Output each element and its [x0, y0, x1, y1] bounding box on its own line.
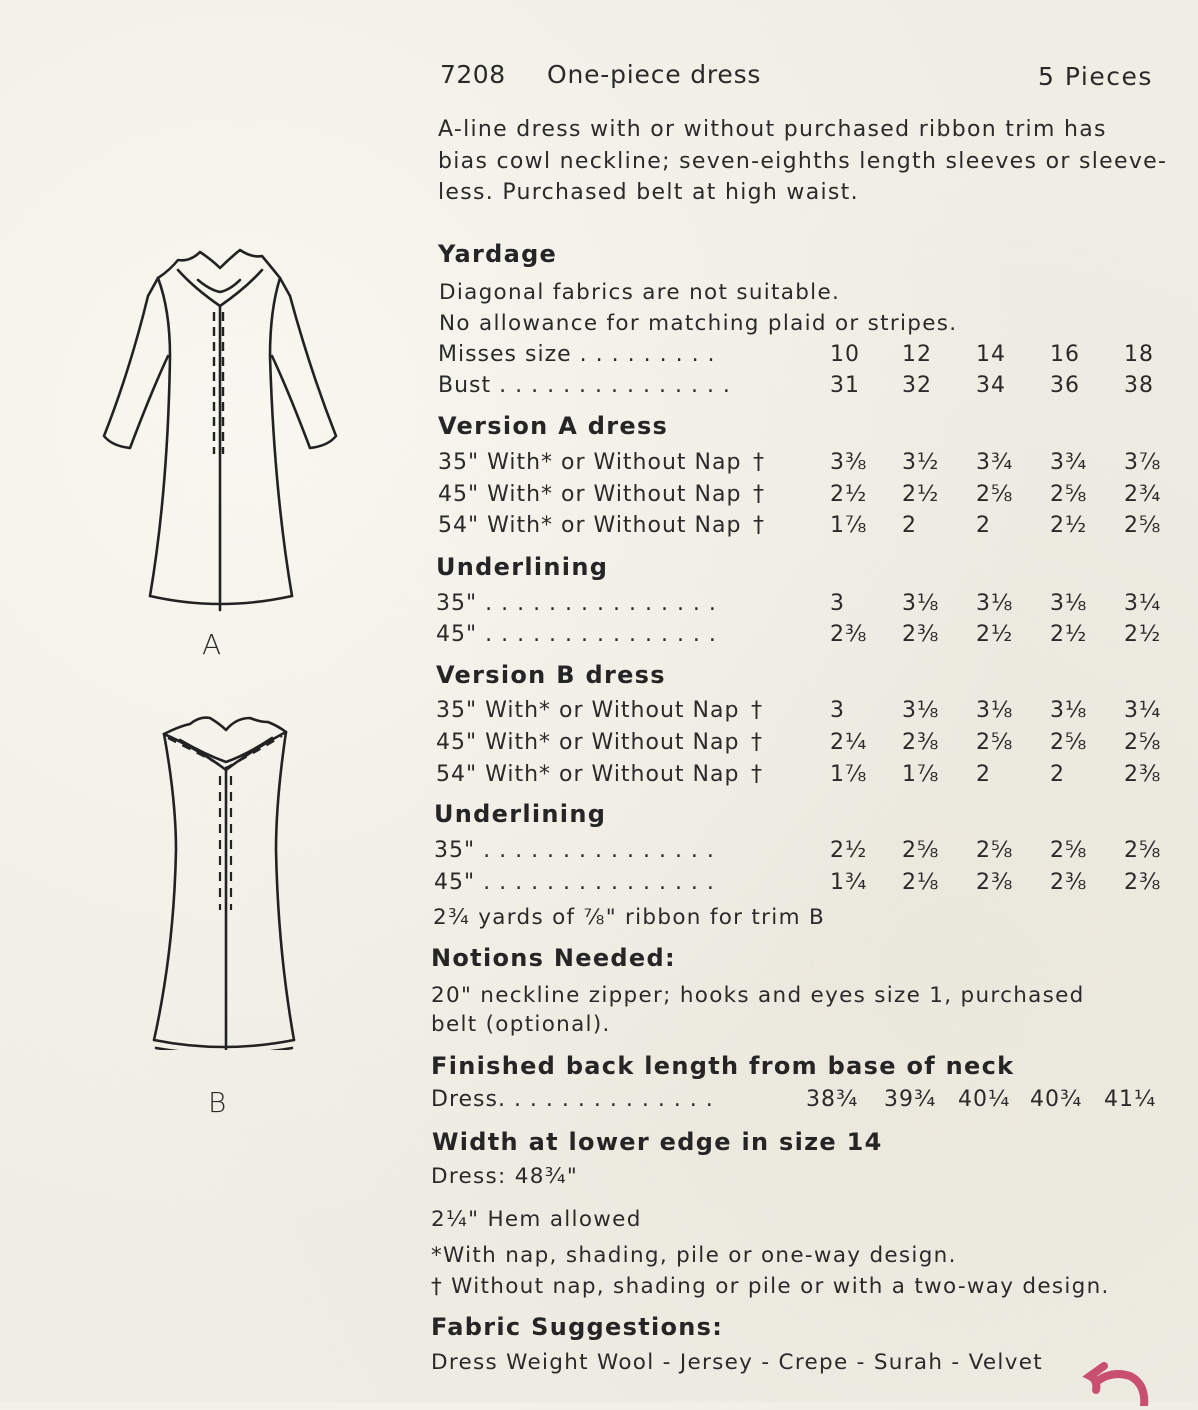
row-value: 1⅞: [830, 762, 868, 787]
row-value: 2½: [976, 622, 1014, 647]
row-value: 3¼: [1124, 591, 1162, 616]
row-value: 14: [976, 342, 1006, 367]
row-value: 12: [902, 342, 932, 367]
row-value: 3⅛: [1050, 698, 1088, 723]
row-value: 2⅝: [1124, 730, 1162, 755]
section-heading: Version A dress: [438, 412, 669, 440]
yardage-heading: Yardage: [438, 240, 558, 268]
row-value: 2⅝: [1124, 838, 1162, 863]
row-value: 39¾: [884, 1087, 937, 1112]
row-value: 2¾: [1124, 482, 1162, 507]
row-value: 3¾: [1050, 450, 1088, 475]
row-label: 45" With* or Without Nap: [438, 482, 742, 507]
hem-allowance: 2¼" Hem allowed: [431, 1207, 642, 1232]
row-value: 1⅞: [830, 513, 868, 538]
row-value: 1⅞: [902, 762, 940, 787]
pattern-name: One-piece dress: [547, 60, 762, 89]
dagger-mark: †: [753, 450, 765, 475]
illustration-b: [140, 710, 310, 1050]
row-value: 2½: [830, 482, 868, 507]
dagger-mark: †: [753, 513, 765, 538]
row-value: 2⅛: [902, 870, 940, 895]
row-value: 2⅜: [1124, 870, 1162, 895]
row-value: 3⅛: [902, 591, 940, 616]
table-row: [438, 513, 1178, 545]
row-value: 31: [830, 373, 860, 398]
row-value: 40¼: [958, 1087, 1011, 1112]
row-value: 2⅝: [976, 838, 1014, 863]
row-value: 2⅜: [830, 622, 868, 647]
fabric-list: Dress Weight Wool - Jersey - Crepe - Surah - Velvet: [431, 1350, 1043, 1375]
row-value: 2⅝: [1050, 482, 1088, 507]
table-row: [436, 762, 1176, 794]
row-value: 3⅜: [830, 450, 868, 475]
footnote-star: *With nap, shading, pile or one-way design.: [431, 1243, 957, 1268]
row-label: Misses size . . . . . . . . .: [438, 342, 716, 367]
red-ink-mark: [1082, 1362, 1162, 1410]
yardage-note: Diagonal fabrics are not suitable.: [439, 280, 841, 305]
row-value: 2⅜: [976, 870, 1014, 895]
red-numeral-mark-icon: [1082, 1362, 1162, 1406]
row-value: 2⅜: [1124, 762, 1162, 787]
row-value: 2: [976, 513, 991, 538]
row-label: 35" . . . . . . . . . . . . . . .: [436, 591, 717, 616]
row-value: 2½: [1050, 622, 1088, 647]
row-value: 2½: [902, 482, 940, 507]
row-value: 2: [976, 762, 991, 787]
dress-a-sleeved-icon: [90, 240, 350, 620]
row-value: 10: [830, 342, 860, 367]
dagger-mark: †: [753, 482, 765, 507]
row-value: 40¾: [1030, 1087, 1083, 1112]
row-label: Bust . . . . . . . . . . . . . . .: [438, 373, 731, 398]
dagger-mark: †: [751, 730, 763, 755]
table-row: [434, 838, 1174, 870]
row-label: 35" With* or Without Nap: [436, 698, 740, 723]
notions-heading: Notions Needed:: [431, 944, 676, 972]
table-row: [438, 482, 1178, 514]
notions-line: belt (optional).: [431, 1012, 611, 1037]
illustration-b-label: B: [208, 1086, 227, 1119]
table-row: [436, 591, 1176, 623]
lower-edge-heading: Width at lower edge in size 14: [432, 1128, 883, 1156]
row-label: 45" . . . . . . . . . . . . . . .: [436, 622, 717, 647]
row-label: Dress. . . . . . . . . . . . . .: [431, 1087, 714, 1112]
row-value: 2½: [1124, 622, 1162, 647]
illustration-a: [90, 240, 350, 620]
table-row: [438, 450, 1178, 482]
row-value: 3¼: [1124, 698, 1162, 723]
row-value: 3¾: [976, 450, 1014, 475]
notions-line: 20" neckline zipper; hooks and eyes size 1, purchased: [431, 983, 1085, 1008]
row-value: 2⅝: [1050, 730, 1088, 755]
table-row: [438, 342, 1178, 374]
table-row: [436, 698, 1176, 730]
row-label: 35" . . . . . . . . . . . . . . .: [434, 838, 715, 863]
section-heading: Underlining: [436, 553, 609, 581]
dress-b-sleeveless-icon: [140, 710, 310, 1050]
dagger-mark: †: [751, 762, 763, 787]
pattern-number: 7208: [440, 60, 506, 89]
row-value: 2⅝: [976, 730, 1014, 755]
row-value: 2¼: [830, 730, 868, 755]
row-label: 54" With* or Without Nap: [438, 513, 742, 538]
fabric-heading: Fabric Suggestions:: [431, 1313, 724, 1341]
row-label: 45" With* or Without Nap: [436, 730, 740, 755]
row-value: 18: [1124, 342, 1154, 367]
row-value: 3⅛: [976, 591, 1014, 616]
row-label: 35" With* or Without Nap: [438, 450, 742, 475]
row-value: 2⅝: [1050, 838, 1088, 863]
row-value: 3⅞: [1124, 450, 1162, 475]
row-value: 2⅝: [902, 838, 940, 863]
row-value: 3: [830, 591, 845, 616]
row-value: 2⅝: [1124, 513, 1162, 538]
illustration-a-label: A: [202, 628, 222, 661]
section-heading: Underlining: [434, 800, 607, 828]
section-heading: Version B dress: [436, 661, 666, 689]
description-line: bias cowl neckline; seven-eighths length sleeves or sleeve-: [438, 149, 1168, 174]
ribbon-note: 2¾ yards of ⅞" ribbon for trim B: [433, 905, 826, 930]
footnote-dagger: † Without nap, shading or pile or with a two-way design.: [431, 1274, 1110, 1299]
lower-edge-value: Dress: 48¾": [431, 1164, 579, 1189]
description-line: less. Purchased belt at high waist.: [438, 180, 859, 205]
row-value: 36: [1050, 373, 1080, 398]
row-value: 3½: [902, 450, 940, 475]
row-value: 32: [902, 373, 932, 398]
description-line: A-line dress with or without purchased ribbon trim has: [438, 117, 1107, 142]
row-value: 2½: [830, 838, 868, 863]
pieces-count: 5 Pieces: [1038, 62, 1153, 91]
row-value: 3⅛: [902, 698, 940, 723]
row-value: 3: [830, 698, 845, 723]
table-row: [431, 1087, 1171, 1119]
row-value: 2⅜: [902, 730, 940, 755]
row-value: 38: [1124, 373, 1154, 398]
yardage-note: No allowance for matching plaid or stripes.: [439, 311, 958, 336]
row-value: 34: [976, 373, 1006, 398]
row-value: 3⅛: [976, 698, 1014, 723]
row-value: 16: [1050, 342, 1080, 367]
table-row: [434, 870, 1174, 902]
table-row: [436, 730, 1176, 762]
row-value: 38¾: [806, 1087, 859, 1112]
row-value: 2⅝: [976, 482, 1014, 507]
table-row: [436, 622, 1176, 654]
row-value: 2: [1050, 762, 1065, 787]
row-value: 2: [902, 513, 917, 538]
dagger-mark: †: [751, 698, 763, 723]
row-value: 41¼: [1104, 1087, 1157, 1112]
table-row: [438, 373, 1178, 405]
row-value: 1¾: [830, 870, 868, 895]
row-value: 2½: [1050, 513, 1088, 538]
back-length-heading: Finished back length from base of neck: [431, 1052, 1015, 1080]
row-label: 54" With* or Without Nap: [436, 762, 740, 787]
row-value: 3⅛: [1050, 591, 1088, 616]
row-label: 45" . . . . . . . . . . . . . . .: [434, 870, 715, 895]
row-value: 2⅜: [902, 622, 940, 647]
row-value: 2⅜: [1050, 870, 1088, 895]
